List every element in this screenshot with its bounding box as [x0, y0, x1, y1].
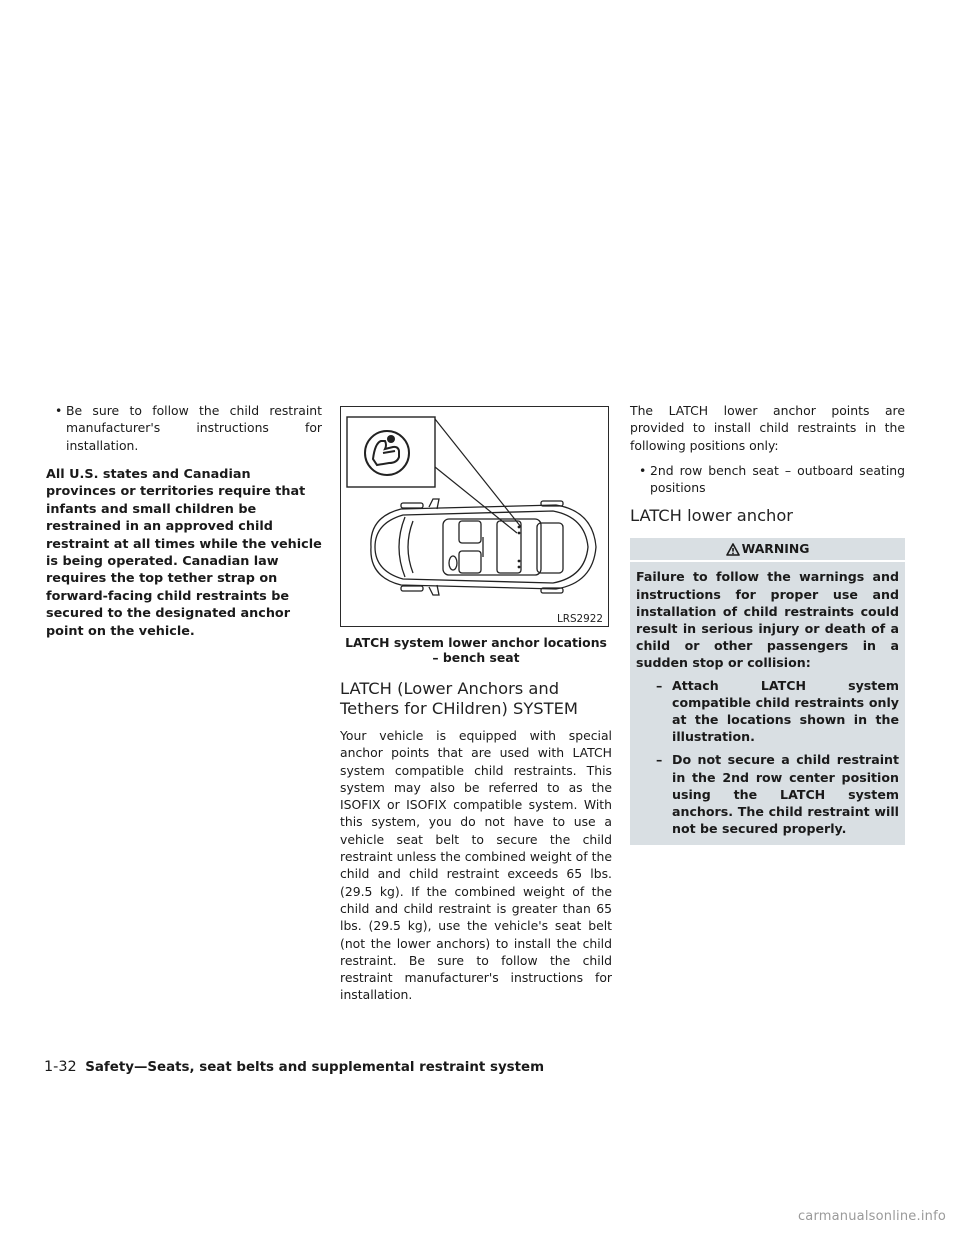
latch-intro-paragraph: Your vehicle is equipped with special anchor points that are used with LATCH system compatible child restraints. This system may also be referred to as the ISOFIX or ISOFIX compatible system. With this system, you do not have to use a vehicle seat belt to secure the child restraint unless the combined weight of the child and child restraint exceeds 65 lbs. (29.5 kg). If the combined weight of the child and child restraint is greater than 65 lbs. (29.5 kg), use the vehicle's seat belt (not the lower anchors) to install the child restraint. Be sure to follow the child restraint manufacturer's instructions for installation. [340, 728, 612, 1003]
page-footer [44, 1059, 544, 1075]
right-column [630, 402, 905, 845]
middle-column [340, 402, 612, 1004]
page-number: 1-32 [44, 1059, 77, 1075]
warning-item-text: Do not secure a child restraint in the 2nd row center position using the LATCH system anchors. The child restraint will not be secured properly. [672, 752, 899, 836]
bench-seat-bullet: • 2nd row bench seat – outboard seating positions [630, 462, 905, 497]
dash-mark: – [656, 752, 663, 768]
warning-intro: Failure to follow the warnings and instructions for proper use and installation of child restraints could result in serious injury or death of a child or other passengers in a sudden stop or collision: [636, 569, 899, 670]
child-seat-icon [365, 431, 409, 475]
anchor-positions-paragraph: The LATCH lower anchor points are provided to install child restraints in the following positions only: [630, 403, 905, 453]
subsection-title: LATCH lower anchor [630, 506, 794, 526]
warning-box [630, 538, 905, 844]
chapter-title: Safety—Seats, seat belts and supplemental restraint system [85, 1060, 545, 1075]
car-top-view-illustration [341, 407, 607, 625]
install-instructions-bullet: • Be sure to follow the child restraint manufacturer's instructions for installation. [46, 402, 322, 454]
latch-anchor-figure [340, 406, 609, 627]
warning-item [636, 751, 899, 836]
dash-mark: – [656, 678, 663, 694]
section-title: LATCH (Lower Anchors and Tethers for CHildren) SYSTEM [340, 679, 578, 718]
warning-header [630, 538, 905, 562]
warning-label: WARNING [741, 541, 810, 557]
figure-code: LRS2922 [556, 613, 603, 625]
left-column [46, 402, 322, 640]
warning-triangle-icon [726, 543, 740, 556]
watermark: carmanualsonline.info [797, 1209, 946, 1224]
warning-item-text: Attach LATCH system compatible child restraints only at the locations shown in the illustration. [672, 678, 899, 745]
warning-item [636, 677, 899, 745]
legal-requirement-paragraph: All U.S. states and Canadian provinces or territories require that infants and small children be restrained in an approved child restraint at all times while the vehicle is being operated. Canadian law requires the top tether strap on forward-facing child restraints be secured to the designated anchor point on the vehicle. [46, 466, 322, 639]
figure-caption: LATCH system lower anchor locations – bench seat [345, 635, 607, 665]
